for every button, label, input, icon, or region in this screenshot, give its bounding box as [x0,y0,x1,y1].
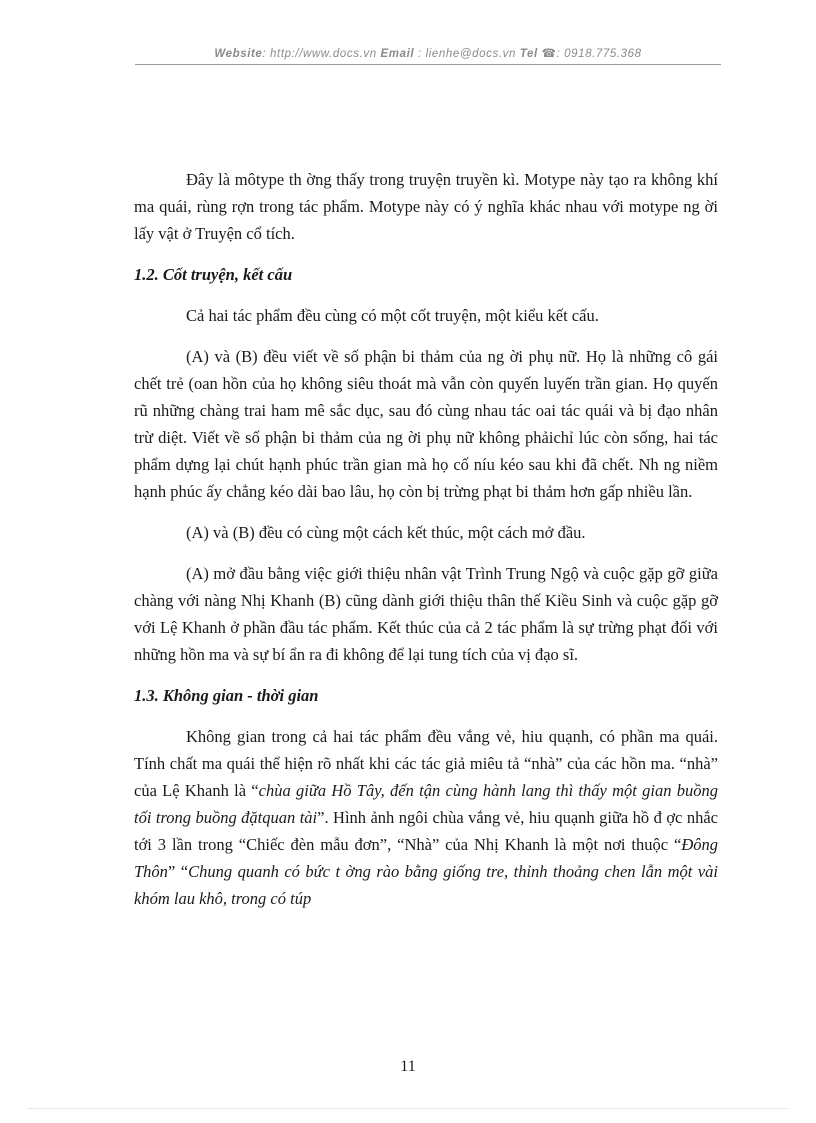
paragraph-opening-ending: (A) mở đầu bằng việc giới thiệu nhân vật Trình Trung Ngộ và cuộc gặp gỡ giữa chàng với nàng Nhị Khanh (B) cũng dành giới thiệu thân thế Kiều Sinh và cuộc gặp gỡ với Lệ Khanh ở phần đầu tác phẩm. Kết thúc của cả 2 tác phẩm là sự trừng phạt đối với những hồn ma và sự bí ẩn ra đi không để lại tung tích của vị đạo sĩ. [134,564,718,664]
paragraph-women-fate: (A) và (B) đều viết về số phận bi thảm của ng ời phụ nữ. Họ là những cô gái chết trẻ (oan hồn của họ không siêu thoát mà vẫn còn quyến luyến trần gian. Họ quyến rũ những chàng trai ham mê sắc dục, sau đó cùng nhau tác oai tác quái và bị đạo nhân trừ diệt. Viết về số phận bi thảm của ng ời phụ nữ không phảichỉ lúc còn sống, hai tác phẩm dựng lại chút hạnh phúc trần gian mà họ cố níu kéo sau khi đã chết. Nh ng niềm hạnh phúc ấy chẳng kéo dài bao lâu, họ còn bị trừng phạt bi thảm hơn gấp nhiều lần. [134,347,718,501]
website-label: Website [214,48,263,60]
heading-space-time: 1.3. Không gian - thời gian [134,686,319,705]
text-run: Không gian trong cả hai tác phẩm đều vắng vẻ, hiu quạnh, có phần ma quái. Tính chất ma quái thể hiện rõ nhất khi các tác giả miêu tả “nhà” của các hồn ma. “nhà” của Lệ Khanh là “ [134,727,718,800]
paragraph-space [134,723,718,912]
text-run: ” “ [167,862,189,881]
document-body [134,166,718,912]
website-value: : http://www.docs.vn [262,48,381,60]
tel-value: : 0918.775.368 [556,48,642,60]
heading-plot-structure: 1.2. Cốt truyện, kết cấu [134,265,293,284]
quote-italic: Chung quanh có bức t ờng rào bằng giống tre, thỉnh thoảng chen lẫn một vài khóm lau khô, trong có túp [134,862,718,908]
header-divider [135,64,721,65]
page-number: 11 [400,1058,416,1075]
quote-italic: Đông Thôn [134,835,718,881]
email-label: Email [380,48,415,60]
text-run: ”. Hình ảnh ngôi chùa vắng vẻ, hiu quạnh giữa hồ đ ợc nhắc tới 3 lần trong “Chiếc đèn mẫu đơn”, “Nhà” của Nhị Khanh là một nơi thuộc “ [134,808,718,854]
footer-divider [28,1108,788,1109]
paragraph-same-plot: Cả hai tác phẩm đều cùng có một cốt truyện, một kiểu kết cấu. [186,306,599,325]
quote-italic: chùa giữa Hồ Tây, đến tận cùng hành lang thì thấy một gian buồng tối trong buồng đặtquan tài [134,781,719,827]
paragraph-motype: Đây là môtype th ờng thấy trong truyện truyền kì. Motype này tạo ra không khí ma quái, rùng rợn trong tác phẩm. Motype này có ý nghĩa khác nhau với motype ng ời lấy vật ở Truyện cổ tích. [134,170,718,243]
email-value: : lienhe@docs.vn [414,48,520,60]
page-header [135,46,721,60]
phone-icon: ☎ [541,48,557,60]
paragraph-same-ending: (A) và (B) đều có cùng một cách kết thúc, một cách mở đầu. [186,523,586,542]
tel-label: Tel [519,48,538,60]
